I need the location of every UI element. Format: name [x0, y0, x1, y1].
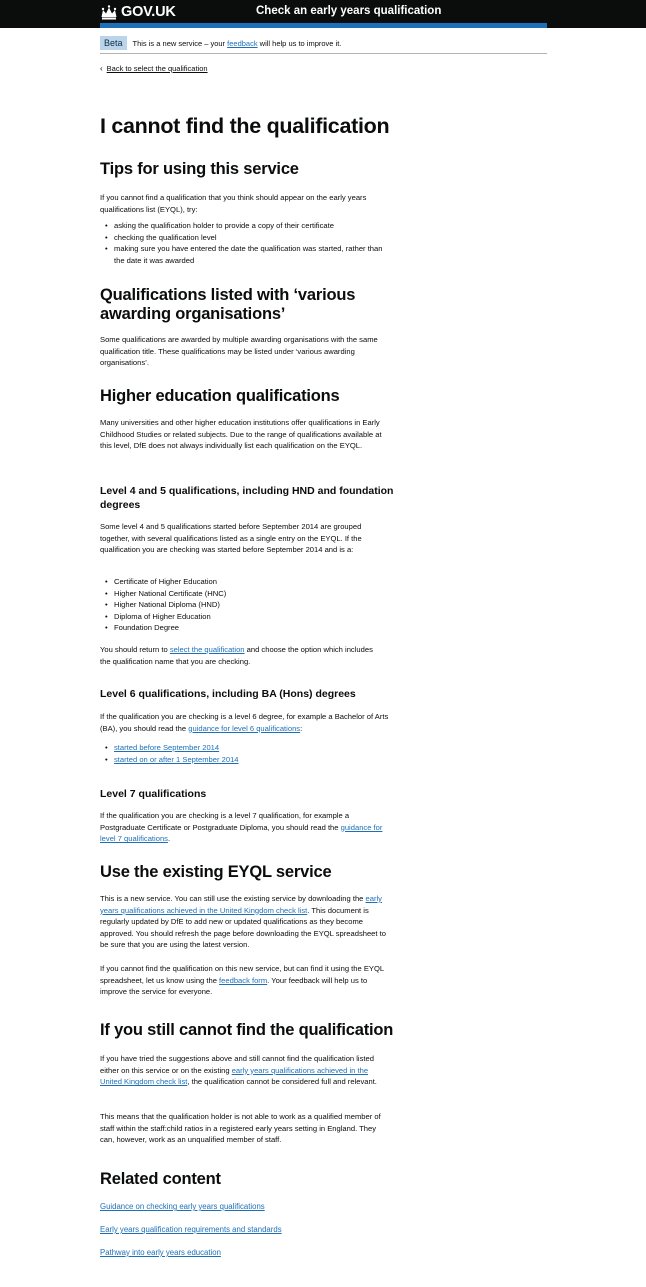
- existing-body-1: This is a new service. You can still use the existing service by downloading the early years qualifications achieved in the United Kingdom check list. This document is regularly updated by DfE to add new or updated qualifications as they become approved. You should refresh the page before downloading the EYQL spreadsheet to be sure that you are using the latest version.: [100, 894, 386, 950]
- related-link-guidance[interactable]: Guidance on checking early years qualifications: [100, 1202, 265, 1211]
- list-item: • Certificate of Higher Education: [100, 576, 396, 588]
- related-link-requirements[interactable]: Early years qualification requirements and standards: [100, 1225, 282, 1234]
- feedback-link[interactable]: feedback: [227, 38, 258, 48]
- level45-return: You should return to select the qualification and choose the option which includes the qualification name that you are checking.: [100, 645, 373, 666]
- list-item: • asking the qualification holder to provide a copy of their certificate: [100, 220, 385, 232]
- various-heading: Qualifications listed with ‘various awarding organisations’: [100, 286, 356, 323]
- list-item: • Diploma of Higher Education: [100, 611, 396, 623]
- level6-before-2014-link[interactable]: started before September 2014: [114, 743, 220, 752]
- back-link[interactable]: [100, 64, 208, 73]
- level6-links: [100, 742, 396, 765]
- tips-list: [100, 220, 385, 266]
- page-title: I cannot find the qualification: [100, 114, 390, 138]
- back-link-text: Back to select the qualification: [106, 64, 208, 73]
- header-accent-bar: [100, 23, 547, 28]
- level45-heading: Level 4 and 5 qualifications, including HND and foundation degrees: [100, 485, 394, 511]
- existing-heading: Use the existing EYQL service: [100, 863, 332, 881]
- tips-intro: If you cannot find a qualification that you think should appear on the early years qualifications list (EYQL), try:: [100, 193, 367, 214]
- service-name[interactable]: Check an early years qualification: [256, 5, 442, 17]
- list-item: • Higher National Diploma (HND): [100, 599, 396, 611]
- list-item: • checking the qualification level: [100, 232, 385, 244]
- various-body: Some qualifications are awarded by multiple awarding organisations with the same qualification title. These qualifications may be listed under ‘various awarding organisations’.: [100, 335, 378, 368]
- list-item: [100, 742, 396, 754]
- list-item: • Higher National Certificate (HNC): [100, 588, 396, 600]
- still-heading: If you still cannot find the qualification: [100, 1021, 394, 1039]
- logo-text: GOV.UK: [121, 4, 176, 20]
- govuk-logo[interactable]: [100, 3, 176, 21]
- chevron-left-icon: ‹: [100, 64, 103, 73]
- level7-guidance-link[interactable]: guidance for level 7 qualifications: [100, 822, 383, 844]
- still-body-1: If you have tried the suggestions above and still cannot find the qualification listed either on this service or on the existing early years qualifications achieved in the United Kingdom check list, the qualification cannot be considered full and relevant.: [100, 1054, 377, 1087]
- eyql-checklist-link-2[interactable]: early years qualifications achieved in the United Kingdom check list: [100, 1065, 369, 1087]
- level7-heading: Level 7 qualifications: [100, 788, 207, 800]
- level7-body: If the qualification you are checking is a level 7 qualification, for example a Postgraduate Certificate or Postgraduate Diploma, you should read the guidance for level 7 qualifications.: [100, 811, 383, 844]
- phase-banner-text: This is a new service – your feedback will help us to improve it.: [132, 38, 342, 48]
- level6-after-2014-link[interactable]: started on or after 1 September 2014: [114, 754, 239, 764]
- related-link-pathway[interactable]: Pathway into early years education: [100, 1248, 221, 1257]
- site-header: [0, 0, 646, 28]
- level45-list: [100, 576, 396, 634]
- eyql-checklist-link[interactable]: early years qualifications achieved in the United Kingdom check list: [100, 894, 382, 915]
- crown-icon: [100, 5, 118, 20]
- level6-guidance-link[interactable]: guidance for level 6 qualifications: [188, 723, 301, 733]
- level45-body: Some level 4 and 5 qualifications started before September 2014 are grouped together, with several qualifications listed as a single entry on the EYQL. If the qualification you are checking was started before September 2014 and is a:: [100, 522, 362, 555]
- select-qualification-link[interactable]: select the qualification: [169, 645, 245, 654]
- list-item: • Foundation Degree: [100, 622, 396, 634]
- related-heading: Related content: [100, 1170, 221, 1188]
- beta-tag: Beta: [100, 36, 127, 50]
- higher-ed-body: Many universities and other higher education institutions offer qualifications in Early Childhood Studies or related subjects. Due to the range of qualifications available at this level, DfE does not always individually list each qualification on the EYQL.: [100, 418, 382, 451]
- feedback-form-link[interactable]: feedback form: [219, 975, 268, 985]
- tips-heading: Tips for using this service: [100, 160, 299, 178]
- level6-body: If the qualification you are checking is a level 6 degree, for example a Bachelor of Arts (BA), you should read the guidance for level 6 qualifications:: [100, 712, 389, 733]
- phase-banner: [100, 33, 547, 54]
- level6-heading: Level 6 qualifications, including BA (Hons) degrees: [100, 688, 356, 700]
- existing-body-2: If you cannot find the qualification on this new service, but can find it using the EYQL spreadsheet, let us know using the feedback form. Your feedback will help us to improve the service for everyone.: [100, 964, 384, 997]
- list-item: [100, 754, 396, 766]
- still-body-2: This means that the qualification holder is not able to work as a qualified member of staff within the staff:child ratios in a registered early years setting in England. They can, however, work as an unqualified member of staff.: [100, 1112, 381, 1145]
- higher-ed-heading: Higher education qualifications: [100, 387, 340, 405]
- list-item: • making sure you have entered the date the qualification was started, rather than the date it was awarded: [100, 243, 385, 266]
